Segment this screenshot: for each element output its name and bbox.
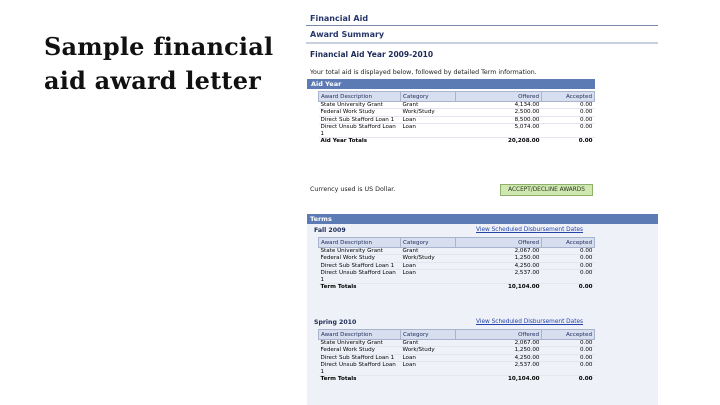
table-row (319, 347, 595, 354)
column-header: Offered (456, 330, 542, 340)
totals-accepted: 0.00 (578, 376, 593, 383)
column-header: Accepted (542, 92, 595, 102)
accepted-amount: 0.00 (542, 109, 595, 116)
currency-note: Currency used is US Dollar. (310, 186, 396, 193)
award-description: State University Grant (319, 248, 401, 255)
award-description: Direct Sub Stafford Loan 1 (319, 354, 401, 361)
award-description: Direct Unsub Stafford Loan 1 (319, 270, 401, 284)
totals-category (401, 376, 456, 383)
award-description: State University Grant (319, 102, 401, 109)
award-description: Federal Work Study (319, 255, 401, 262)
disbursement-dates-link[interactable]: View Scheduled Disbursement Dates (476, 319, 584, 325)
accepted-amount: 0.00 (542, 116, 595, 123)
terms-header: Terms (307, 214, 658, 224)
offered-amount: 2,500.00 (456, 109, 542, 116)
offered-amount: 2,537.00 (456, 362, 542, 376)
award-category: Loan (401, 124, 456, 138)
financial-aid-screenshot (306, 12, 658, 405)
table-row (319, 124, 595, 138)
accept-decline-awards-button[interactable]: ACCEPT/DECLINE AWARDS (500, 184, 593, 196)
table-row (319, 255, 595, 262)
column-header: Category (401, 330, 456, 340)
accepted-amount: 0.00 (542, 354, 595, 361)
offered-amount: 4,250.00 (456, 354, 542, 361)
column-header: Accepted (542, 238, 595, 248)
award-category: Work/Study (401, 255, 456, 262)
accepted-amount: 0.00 (542, 248, 595, 255)
totals-offered: 10,104.00 (508, 284, 540, 291)
totals-category (401, 284, 456, 291)
award-description: Federal Work Study (319, 109, 401, 116)
totals-accepted: 0.00 (578, 284, 593, 291)
title-divider (306, 25, 658, 26)
column-header: Award Description (319, 92, 401, 102)
offered-amount: 4,250.00 (456, 262, 542, 269)
award-description: Direct Unsub Stafford Loan 1 (319, 124, 401, 138)
term-name: Fall 2009 (314, 227, 346, 234)
award-category: Work/Study (401, 347, 456, 354)
column-header: Category (401, 92, 456, 102)
table-row (319, 340, 595, 347)
award-description: Direct Sub Stafford Loan 1 (319, 116, 401, 123)
award-category: Loan (401, 270, 456, 284)
accepted-amount: 0.00 (542, 347, 595, 354)
totals-row (319, 138, 595, 145)
award-description: Direct Unsub Stafford Loan 1 (319, 362, 401, 376)
column-header: Offered (456, 238, 542, 248)
table-row (319, 362, 595, 376)
totals-accepted: 0.00 (578, 138, 593, 145)
table-row (319, 109, 595, 116)
table-row (319, 116, 595, 123)
column-header: Award Description (319, 238, 401, 248)
offered-amount: 1,250.00 (456, 347, 542, 354)
aid-year-table (318, 91, 595, 144)
section-divider (306, 42, 658, 44)
offered-amount: 2,067.00 (456, 248, 542, 255)
slide-title: Sample financial aid award letter (44, 32, 274, 95)
disbursement-dates-link[interactable]: View Scheduled Disbursement Dates (476, 227, 584, 233)
award-description: State University Grant (319, 340, 401, 347)
accepted-amount: 0.00 (542, 340, 595, 347)
totals-offered: 10,104.00 (508, 376, 540, 383)
table-row (319, 262, 595, 269)
accepted-amount: 0.00 (542, 124, 595, 138)
accepted-amount: 0.00 (542, 270, 595, 284)
award-category: Loan (401, 116, 456, 123)
offered-amount: 2,537.00 (456, 270, 542, 284)
totals-category (401, 138, 456, 145)
award-category: Loan (401, 362, 456, 376)
table-row (319, 354, 595, 361)
totals-label: Term Totals (320, 284, 357, 291)
column-header: Accepted (542, 330, 595, 340)
aid-year-grid-header: Aid Year (307, 79, 595, 89)
totals-label: Aid Year Totals (320, 138, 368, 145)
aid-year-heading: Financial Aid Year 2009-2010 (310, 50, 434, 59)
term-header-row (319, 238, 595, 248)
table-row (319, 248, 595, 255)
offered-amount: 5,074.00 (456, 124, 542, 138)
totals-offered: 20,208.00 (508, 138, 540, 145)
intro-text: Your total aid is displayed below, followed by detailed Term information. (310, 69, 537, 76)
term-table (318, 237, 595, 290)
accepted-amount: 0.00 (542, 102, 595, 109)
award-category: Grant (401, 248, 456, 255)
accepted-amount: 0.00 (542, 362, 595, 376)
award-category: Work/Study (401, 109, 456, 116)
offered-amount: 1,250.00 (456, 255, 542, 262)
award-category: Grant (401, 102, 456, 109)
aid-year-header-row (319, 92, 595, 102)
award-category: Grant (401, 340, 456, 347)
award-category: Loan (401, 354, 456, 361)
accepted-amount: 0.00 (542, 262, 595, 269)
award-description: Direct Sub Stafford Loan 1 (319, 262, 401, 269)
totals-label: Term Totals (320, 376, 357, 383)
totals-row (319, 284, 595, 291)
offered-amount: 2,067.00 (456, 340, 542, 347)
term-name: Spring 2010 (314, 319, 357, 326)
award-description: Federal Work Study (319, 347, 401, 354)
term-header-row (319, 330, 595, 340)
offered-amount: 4,134.00 (456, 102, 542, 109)
column-header: Offered (456, 92, 542, 102)
column-header: Category (401, 238, 456, 248)
accepted-amount: 0.00 (542, 255, 595, 262)
section-title: Award Summary (310, 30, 385, 39)
table-row (319, 270, 595, 284)
totals-row (319, 376, 595, 383)
term-table (318, 329, 595, 382)
award-category: Loan (401, 262, 456, 269)
table-row (319, 102, 595, 109)
page-title: Financial Aid (310, 14, 369, 23)
offered-amount: 8,500.00 (456, 116, 542, 123)
column-header: Award Description (319, 330, 401, 340)
